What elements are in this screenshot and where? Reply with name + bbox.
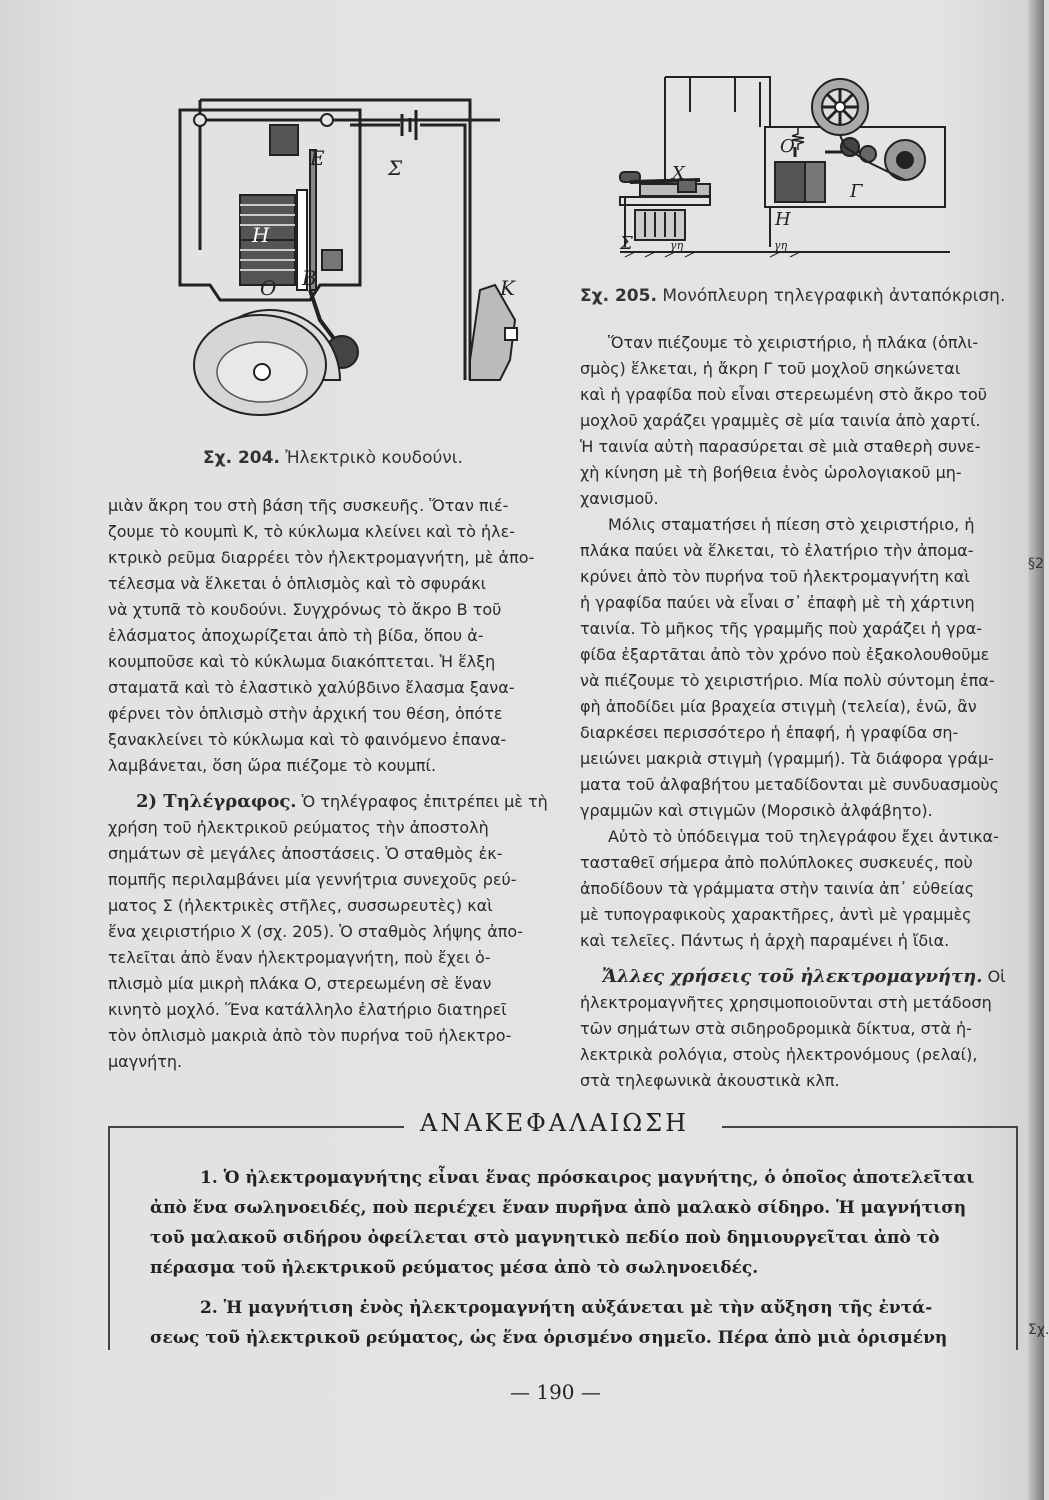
label-sigma: Σ (388, 156, 403, 180)
label-X: X (672, 163, 685, 184)
caption-204-text: Ἠλεκτρικὸ κουδούνι. (285, 448, 463, 468)
text-line: τὸν ὁπλισμὸ μακριὰ ἀπὸ τὸν πυρήνα τοῦ ἠλεκτρο- (108, 1026, 512, 1045)
text-line: χανισμοῦ. (580, 489, 659, 508)
text-line: χρήση τοῦ ἠλεκτρικοῦ ρεύματος τὴν ἀποστολὴ (108, 818, 489, 837)
summary-rule-left (108, 1126, 404, 1128)
text-line: τῶν σημάτων στὰ σιδηροδρομικὰ δίκτυα, στὰ ἠ- (580, 1019, 972, 1038)
label-ground-1: γη (670, 239, 684, 252)
text-line: φίδα ἐξαρτᾶται ἀπὸ τὸν χρόνο ποὺ ἐξακολουθοῦμε (580, 645, 990, 664)
text-line: Ὁ τηλέγραφος ἐπιτρέπει μὲ τὴ (296, 792, 548, 811)
right-paragraph-1 (580, 330, 1016, 512)
text-line: κουμποῦσε καὶ τὸ κύκλωμα διακόπτεται. Ἡ ἕλξη (108, 652, 496, 671)
text-line: στὰ τηλεφωνικὰ ἀκουστικὰ κλπ. (580, 1071, 840, 1090)
text-line: γραμμῶν καὶ στιγμῶν (Μορσικὸ ἀλφάβητο). (580, 801, 933, 820)
text-line: ματος Σ (ἠλεκτρικὲς στῆλες, συσσωρευτὲς) καὶ (108, 896, 493, 915)
text-line: ἡ γραφίδα παύει νὰ εἶναι σ᾽ ἐπαφὴ μὲ τὴ χάρτινη (580, 593, 975, 612)
text-line: 1. Ὁ ἠλεκτρομαγνήτης εἶναι ἕνας πρόσκαιρος μαγνήτης, ὁ ὁποῖος ἀποτελεῖται (200, 1168, 975, 1188)
text-line: ζουμε τὸ κουμπὶ Κ, τὸ κύκλωμα κλείνει καὶ τὸ ἠλε- (108, 522, 515, 541)
text-line: κτρικὸ ρεῦμα διαρρέει τὸν ἠλεκτρομαγνήτη, μὲ ἀπο- (108, 548, 535, 567)
caption-figure-204 (203, 448, 463, 468)
text-line: 2. Ἡ μαγνήτιση ἑνὸς ἠλεκτρομαγνήτη αὐξάνεται μὲ τὴν αὔξηση τῆς ἐντά- (200, 1298, 933, 1318)
summary-rule-right (722, 1126, 1016, 1128)
label-H: H (252, 223, 270, 247)
text-line: πέρασμα τοῦ ἠλεκτρικοῦ ρεύματος μέσα ἀπὸ τὸ σωληνοειδές. (150, 1258, 759, 1278)
label-gamma: Γ (850, 181, 863, 202)
left-paragraph-2 (108, 789, 548, 1075)
text-line: νὰ πιέζουμε τὸ χειριστήριο. Μία πολὺ σύντομη ἐπα- (580, 671, 995, 690)
right-paragraph-4 (580, 964, 1016, 1094)
text-line: κρύνει ἀπὸ τὸν πυρήνα τοῦ ἠλεκτρομαγνήτη καὶ (580, 567, 970, 586)
text-line: ταινία. Τὸ μῆκος τῆς γραμμῆς ποὺ χαράζει ἡ γρα- (580, 619, 983, 638)
text-line: μιὰν ἄκρη του στὴ βάση τῆς συσκευῆς. Ὅταν πιέ- (108, 496, 509, 515)
text-line: λαμβάνεται, ὅση ὥρα πιέζομε τὸ κουμπί. (108, 756, 437, 775)
right-paragraph-3 (580, 824, 1016, 954)
caption-205-text: Μονόπλευρη τηλεγραφικὴ ἀνταπόκριση. (662, 286, 1006, 306)
text-line: μειώνει μακριὰ στιγμὴ (γραμμή). Τὰ διάφορα γράμ- (580, 749, 994, 768)
right-column (580, 330, 1016, 1094)
label-K: K (500, 276, 515, 300)
heading-telegraph: 2) Τηλέγραφος. (136, 791, 297, 812)
left-column (108, 493, 548, 1075)
margin-fragment: Σχ. (1028, 1322, 1049, 1338)
figure-205-telegraph (610, 72, 960, 272)
label-O: O (780, 136, 795, 157)
text-line: Μόλις σταματήσει ἡ πίεση στὸ χειριστήριο, ἡ (608, 515, 975, 534)
book-spine (1028, 0, 1044, 1500)
heading-other-uses: Ἄλλες χρήσεις τοῦ ἠλεκτρομαγνήτη. (602, 966, 983, 987)
text-line: διαρκέσει περισσότερο ἡ ἐπαφή, ἡ γραφίδα ση- (580, 723, 959, 742)
text-line: πομπῆς περιλαμβάνει μία γεννήτρια συνεχοῦς ρεύ- (108, 870, 517, 889)
text-line: καὶ τελεῖες. Πάντως ἡ ἀρχὴ παραμένει ἡ ἴδια. (580, 931, 950, 950)
left-paragraph-1 (108, 493, 548, 779)
text-line: φὴ ἀποδίδει μία βραχεία στιγμὴ (τελεία), ἐνῶ, ἂν (580, 697, 977, 716)
text-line: τέλεσμα νὰ ἕλκεται ὁ ὁπλισμὸς καὶ τὸ σφυράκι (108, 574, 487, 593)
label-B: B (302, 266, 317, 290)
summary-item-1 (150, 1163, 975, 1283)
summary-item-2 (150, 1293, 970, 1353)
summary-title: ΑΝΑΚΕΦΑΛΑΙΩΣΗ (420, 1109, 690, 1137)
text-line: καὶ ἡ γραφίδα ποὺ εἶναι στερεωμένη στὸ ἄκρο τοῦ (580, 385, 988, 404)
text-line: Οἱ (982, 967, 1006, 986)
right-paragraph-2 (580, 512, 1016, 824)
text-line: λεκτρικὰ ρολόγια, στοὺς ἠλεκτρονόμους (ρελαί), (580, 1045, 978, 1064)
text-line: πλάκα παύει νὰ ἕλκεται, τὸ ἐλατήριο τὴν ἀπομα- (580, 541, 974, 560)
label-sigma: Σ (620, 233, 633, 254)
text-line: χὴ κίνηση μὲ τὴ βοήθεια ἑνὸς ὡρολογιακοῦ μη- (580, 463, 962, 482)
text-line: σημάτων σὲ μεγάλες ἀποστάσεις. Ὁ σταθμὸς ἐκ- (108, 844, 503, 863)
page-number: — 190 — (510, 1380, 601, 1404)
text-line: νὰ χτυπᾶ τὸ κουδούνι. Συγχρόνως τὸ ἄκρο Β τοῦ (108, 600, 502, 619)
figure-204-electric-bell (170, 80, 530, 420)
label-H: H (775, 209, 791, 230)
text-line: ξανακλείνει τὸ κύκλωμα καὶ τὸ φαινόμενο ἐπανα- (108, 730, 507, 749)
text-line: τασταθεῖ σήμερα ἀπὸ πολύπλοκες συσκευές, ποὺ (580, 853, 973, 872)
text-line: ἀποδίδουν τὰ γράμματα στὴν ταινία ἀπ᾽ εὐθείας (580, 879, 975, 898)
text-line: σεως τοῦ ἠλεκτρικοῦ ρεύματος, ὡς ἕνα ὁρισμένο σημεῖο. Πέρα ἀπὸ μιὰ ὁρισμένη (150, 1328, 948, 1348)
caption-204-number: Σχ. 204. (203, 448, 280, 468)
text-line: ἕνα χειριστήριο Χ (σχ. 205). Ὁ σταθμὸς λήψης ἀπο- (108, 922, 523, 941)
margin-fragment: §2 (1028, 556, 1044, 572)
text-line: μαγνήτη. (108, 1052, 183, 1071)
text-line: τελεῖται ἀπὸ ἕναν ἠλεκτρομαγνήτη, ποὺ ἔχει ὁ- (108, 948, 491, 967)
text-line: πλισμὸ μία μικρὴ πλάκα Ο, στερεωμένη σὲ ἕναν (108, 974, 492, 993)
text-line: τοῦ μαλακοῦ σιδήρου ὀφείλεται στὸ μαγνητικὸ πεδίο ποὺ δημιουργεῖται ἀπὸ τὸ (150, 1228, 940, 1248)
text-line: μὲ τυπογραφικοὺς χαρακτῆρες, ἀντὶ μὲ γραμμὲς (580, 905, 972, 924)
text-line: σταματᾶ καὶ τὸ ἐλαστικὸ χαλύβδινο ἔλασμα ξανα- (108, 678, 515, 697)
paragraph-heading-line (580, 964, 1016, 990)
text-line: ἠλεκτρομαγνῆτες χρησιμοποιοῦνται στὴ μετάδοση (580, 993, 992, 1012)
paragraph-heading-line (108, 789, 548, 815)
text-line: Αὐτὸ τὸ ὑπόδειγμα τοῦ τηλεγράφου ἔχει ἀντικα- (608, 827, 999, 846)
label-O: O (260, 276, 277, 300)
text-line: φέρνει τὸν ὁπλισμὸ στὴν ἀρχική του θέση, ὁπότε (108, 704, 503, 723)
caption-figure-205 (580, 286, 1005, 306)
text-line: ματα τοῦ ἀλφαβήτου μεταδίδονται μὲ συνδυασμοὺς (580, 775, 999, 794)
text-line: Ἡ ταινία αὐτὴ παρασύρεται σὲ μιὰ σταθερὴ συνε- (580, 437, 981, 456)
text-line: ἀπὸ ἕνα σωληνοειδές, ποὺ περιέχει ἕναν πυρῆνα ἀπὸ μαλακὸ σίδηρο. Ἡ μαγνήτιση (150, 1198, 967, 1218)
text-line: κινητὸ μοχλό. Ἕνα κατάλληλο ἐλατήριο διατηρεῖ (108, 1000, 507, 1019)
label-ground-2: γη (774, 239, 788, 252)
caption-205-number: Σχ. 205. (580, 286, 657, 306)
text-line: σμὸς) ἕλκεται, ἡ ἄκρη Γ τοῦ μοχλοῦ σηκώνεται (580, 359, 961, 378)
label-E: E (310, 146, 325, 170)
text-line: Ὅταν πιέζουμε τὸ χειριστήριο, ἡ πλάκα (ὁπλι- (608, 333, 979, 352)
text-line: ἐλάσματος ἀποχωρίζεται ἀπὸ τὴ βίδα, ὅπου ἀ- (108, 626, 484, 645)
text-line: μοχλοῦ χαράζει γραμμὲς σὲ μία ταινία ἀπὸ χαρτί. (580, 411, 981, 430)
